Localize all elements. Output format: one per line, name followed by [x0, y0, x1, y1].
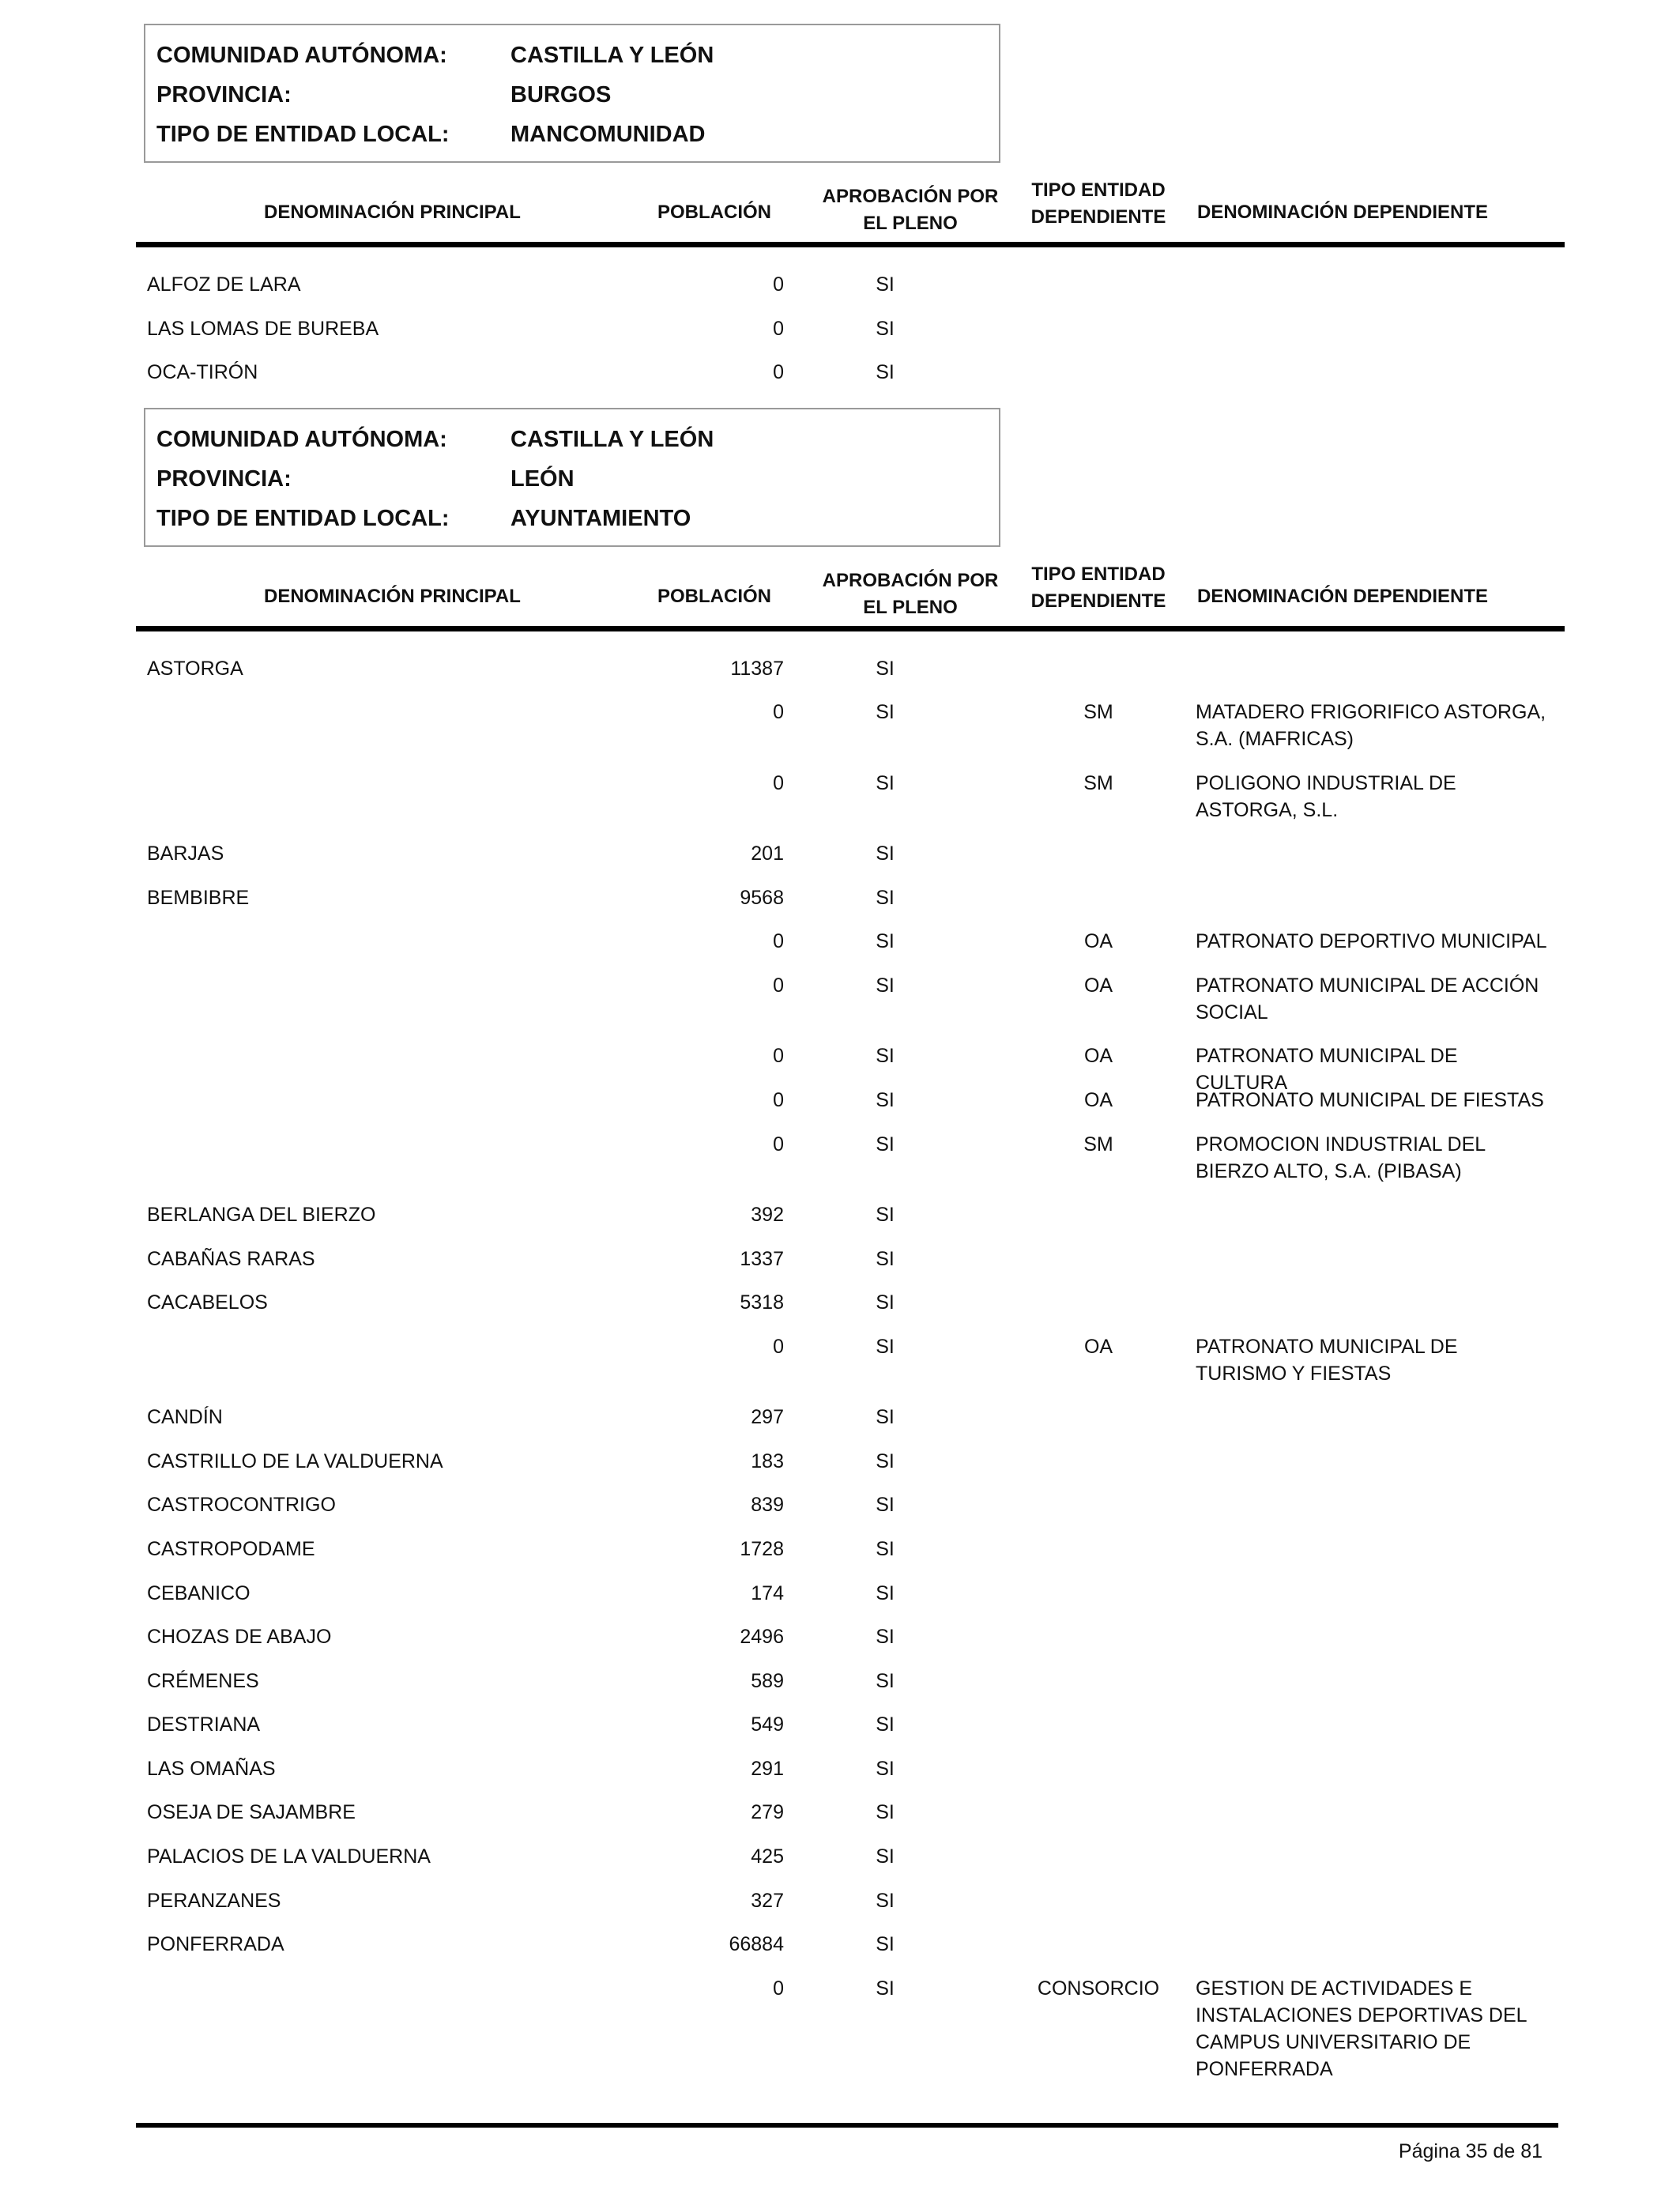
cell-approval: SI	[876, 1291, 895, 1314]
cell-entity-type: OA	[1083, 930, 1113, 952]
header-tipo-line1: TIPO ENTIDAD	[1031, 179, 1166, 201]
cell-approval: SI	[876, 658, 895, 680]
cell-approval: SI	[876, 1494, 895, 1516]
header-principal: DENOMINACIÓN PRINCIPAL	[264, 586, 521, 607]
cell-approval: SI	[876, 772, 895, 794]
cell-name: BARJAS	[147, 843, 224, 865]
page-number: Página 35 de 81	[1398, 2140, 1543, 2162]
cell-dependent-name: PATRONATO MUNICIPAL DE FIESTAS	[1196, 1089, 1544, 1111]
cell-dependent-name: PATRONATO MUNICIPAL DE CULTURA	[1196, 1045, 1458, 1094]
cell-approval: SI	[876, 1045, 895, 1067]
cell-population: 5318	[740, 1291, 784, 1314]
cell-approval: SI	[876, 1538, 895, 1560]
cell-population: 1337	[740, 1248, 784, 1270]
cell-entity-type: OA	[1083, 1089, 1113, 1111]
cell-approval: SI	[876, 1845, 895, 1868]
cell-approval: SI	[876, 701, 895, 723]
cell-entity-type: SM	[1083, 1133, 1113, 1155]
cell-population: 291	[751, 1758, 784, 1780]
cell-population: 0	[773, 772, 784, 794]
cell-population: 2496	[740, 1626, 784, 1648]
cell-population: 66884	[729, 1933, 784, 1955]
cell-approval: SI	[876, 1977, 895, 2000]
cell-name: CRÉMENES	[147, 1670, 259, 1692]
cell-approval: SI	[876, 1204, 895, 1226]
header-dependiente: DENOMINACIÓN DEPENDIENTE	[1197, 586, 1489, 607]
cell-population: 0	[773, 318, 784, 340]
cell-entity-type: CONSORCIO	[1037, 1977, 1160, 2000]
info-value-comunidad: CASTILLA Y LEÓN	[510, 427, 714, 452]
header-dependiente: DENOMINACIÓN DEPENDIENTE	[1197, 202, 1489, 223]
cell-dependent-name: PATRONATO MUNICIPAL DE TURISMO Y FIESTAS	[1196, 1336, 1458, 1385]
header-rule	[136, 242, 1565, 247]
info-value-provincia: BURGOS	[510, 82, 612, 107]
cell-population: 549	[751, 1713, 784, 1736]
cell-approval: SI	[876, 1248, 895, 1270]
cell-population: 1728	[740, 1538, 784, 1560]
cell-dependent-name: MATADERO FRIGORIFICO ASTORGA, S.A. (MAFRICAS)	[1196, 701, 1546, 750]
footer-rule	[136, 2123, 1558, 2128]
cell-dependent-name: PROMOCION INDUSTRIAL DEL BIERZO ALTO, S.A. (PIBASA)	[1196, 1133, 1486, 1182]
cell-approval: SI	[876, 273, 895, 296]
cell-dependent-name: GESTION DE ACTIVIDADES E INSTALACIONES DEPORTIVAS DEL CAMPUS UNIVERSITARIO DE PONFERRADA	[1196, 1977, 1527, 2080]
cell-name: ASTORGA	[147, 658, 243, 680]
cell-population: 11387	[730, 658, 784, 680]
cell-approval: SI	[876, 887, 895, 909]
cell-approval: SI	[876, 1089, 895, 1111]
header-tipo-line1: TIPO ENTIDAD	[1031, 564, 1166, 585]
cell-name: CASTRILLO DE LA VALDUERNA	[147, 1450, 443, 1472]
cell-name: CEBANICO	[147, 1582, 250, 1604]
header-principal: DENOMINACIÓN PRINCIPAL	[264, 202, 521, 223]
cell-population: 0	[773, 974, 784, 997]
info-box	[144, 24, 1000, 163]
cell-population: 0	[773, 1977, 784, 2000]
cell-dependent-name: PATRONATO MUNICIPAL DE ACCIÓN SOCIAL	[1196, 974, 1539, 1023]
cell-name: PALACIOS DE LA VALDUERNA	[147, 1845, 431, 1868]
cell-population: 0	[773, 930, 784, 952]
cell-entity-type: SM	[1083, 701, 1113, 723]
cell-population: 0	[773, 1336, 784, 1358]
header-rule	[136, 626, 1565, 631]
cell-approval: SI	[876, 1670, 895, 1692]
cell-entity-type: OA	[1083, 974, 1113, 997]
cell-population: 589	[751, 1670, 784, 1692]
header-tipo	[1019, 561, 1177, 615]
cell-name: OSEJA DE SAJAMBRE	[147, 1801, 356, 1823]
cell-name: CABAÑAS RARAS	[147, 1248, 315, 1270]
header-poblacion: POBLACIÓN	[657, 202, 771, 223]
cell-entity-type: OA	[1083, 1045, 1113, 1067]
info-label-comunidad: COMUNIDAD AUTÓNOMA:	[156, 427, 447, 452]
cell-name: DESTRIANA	[147, 1713, 261, 1736]
cell-population: 0	[773, 361, 784, 383]
info-label-provincia: PROVINCIA:	[156, 466, 292, 492]
cell-approval: SI	[876, 361, 895, 383]
cell-population: 425	[751, 1845, 784, 1868]
cell-approval: SI	[876, 1582, 895, 1604]
cell-population: 392	[751, 1204, 784, 1226]
cell-approval: SI	[876, 930, 895, 952]
cell-approval: SI	[876, 1133, 895, 1155]
cell-name: CACABELOS	[147, 1291, 268, 1314]
cell-name: PONFERRADA	[147, 1933, 284, 1955]
cell-approval: SI	[876, 1626, 895, 1648]
cell-name: CASTROPODAME	[147, 1538, 315, 1560]
cell-approval: SI	[876, 1406, 895, 1428]
cell-name: CANDÍN	[147, 1406, 223, 1428]
cell-approval: SI	[876, 974, 895, 997]
cell-population: 327	[751, 1890, 784, 1912]
header-aprobacion-line2: EL PLENO	[863, 213, 958, 234]
info-value-provincia: LEÓN	[510, 466, 574, 492]
header-poblacion: POBLACIÓN	[657, 586, 771, 607]
cell-approval: SI	[876, 1801, 895, 1823]
cell-population: 839	[751, 1494, 784, 1516]
cell-approval: SI	[876, 318, 895, 340]
cell-name: LAS OMAÑAS	[147, 1758, 276, 1780]
cell-approval: SI	[876, 1758, 895, 1780]
cell-approval: SI	[876, 1713, 895, 1736]
header-aprobacion	[822, 183, 999, 237]
info-box	[144, 408, 1000, 547]
cell-population: 297	[751, 1406, 784, 1428]
header-aprobacion-line1: APROBACIÓN POR	[822, 570, 999, 591]
cell-name: BERLANGA DEL BIERZO	[147, 1204, 376, 1226]
cell-entity-type: SM	[1083, 772, 1113, 794]
info-label-provincia: PROVINCIA:	[156, 82, 292, 107]
cell-approval: SI	[876, 1450, 895, 1472]
header-tipo	[1019, 177, 1177, 231]
cell-dependent-name: PATRONATO DEPORTIVO MUNICIPAL	[1196, 930, 1547, 952]
cell-population: 201	[751, 843, 784, 865]
header-tipo-line2: DEPENDIENTE	[1030, 590, 1166, 612]
cell-entity-type: OA	[1083, 1336, 1113, 1358]
cell-approval: SI	[876, 843, 895, 865]
cell-population: 0	[773, 1045, 784, 1067]
info-label-tipo: TIPO DE ENTIDAD LOCAL:	[156, 122, 450, 147]
header-tipo-line2: DEPENDIENTE	[1030, 206, 1166, 228]
cell-population: 174	[751, 1582, 784, 1604]
info-value-comunidad: CASTILLA Y LEÓN	[510, 43, 714, 68]
cell-population: 279	[751, 1801, 784, 1823]
cell-name: ALFOZ DE LARA	[147, 273, 301, 296]
cell-name: PERANZANES	[147, 1890, 281, 1912]
info-value-tipo: AYUNTAMIENTO	[510, 506, 691, 531]
header-aprobacion	[822, 567, 999, 621]
cell-approval: SI	[876, 1336, 895, 1358]
cell-name: LAS LOMAS DE BUREBA	[147, 318, 379, 340]
cell-population: 183	[751, 1450, 784, 1472]
cell-approval: SI	[876, 1933, 895, 1955]
cell-name: CASTROCONTRIGO	[147, 1494, 336, 1516]
cell-approval: SI	[876, 1890, 895, 1912]
cell-population: 0	[773, 1089, 784, 1111]
cell-population: 0	[773, 701, 784, 723]
cell-population: 0	[773, 273, 784, 296]
header-aprobacion-line2: EL PLENO	[863, 597, 958, 618]
cell-dependent-name: POLIGONO INDUSTRIAL DE ASTORGA, S.L.	[1196, 772, 1456, 821]
cell-name: BEMBIBRE	[147, 887, 250, 909]
cell-name: CHOZAS DE ABAJO	[147, 1626, 332, 1648]
cell-population: 0	[773, 1133, 784, 1155]
header-aprobacion-line1: APROBACIÓN POR	[822, 186, 999, 207]
info-label-tipo: TIPO DE ENTIDAD LOCAL:	[156, 506, 450, 531]
cell-name: OCA-TIRÓN	[147, 361, 258, 383]
info-label-comunidad: COMUNIDAD AUTÓNOMA:	[156, 43, 447, 68]
cell-population: 9568	[740, 887, 784, 909]
info-value-tipo: MANCOMUNIDAD	[510, 122, 706, 147]
